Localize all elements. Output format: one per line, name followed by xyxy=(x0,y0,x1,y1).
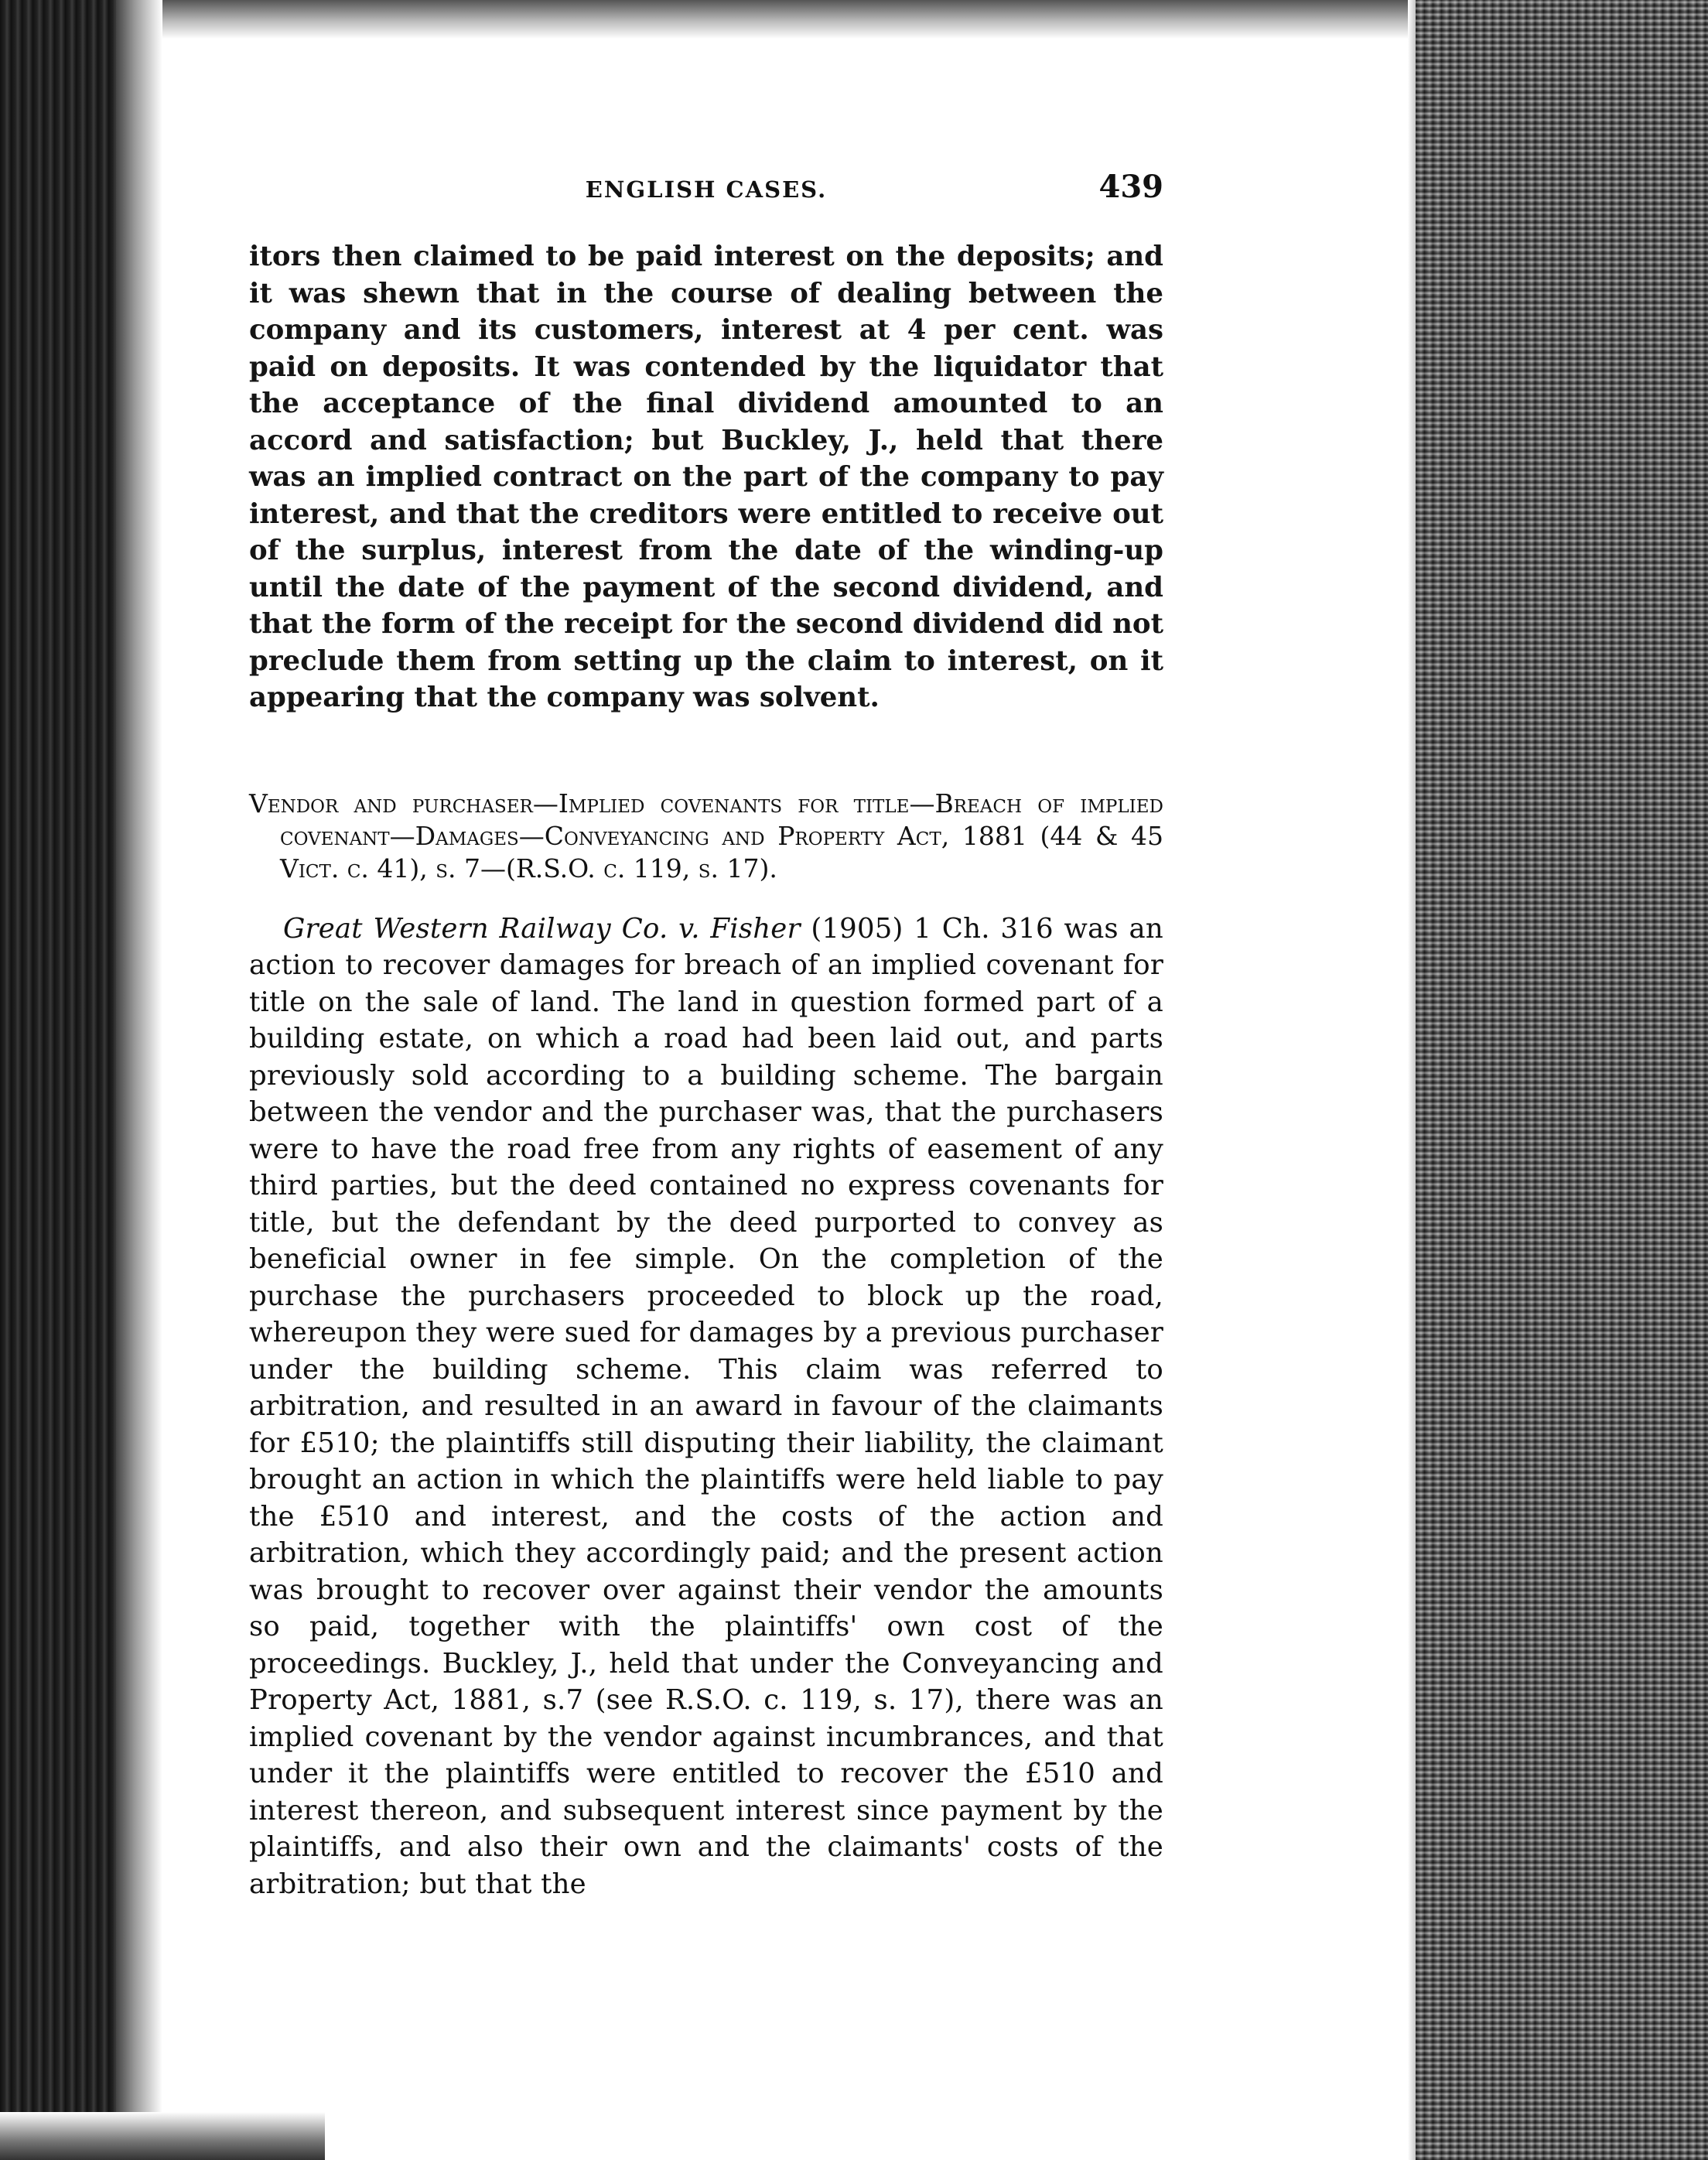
running-head: ENGLISH CASES. xyxy=(585,176,828,203)
paragraph-continued: itors then claimed to be paid interest on the deposits; and it was shewn that in the course of dealing between the company and its customers, interest at 4 per cent. was paid on deposits. It was contended by the liquidator that the acceptance of the final dividend amounted to an accord and satisfaction; but Buckley, J., held that there was an implied contract on the part of the company to pay interest, and that the creditors were entitled to receive out of the surplus, interest from the date of the winding-up until the date of the payment of the second dividend, and that the form of the receipt for the second dividend did not preclude them from setting up the claim to interest, on it appearing that the company was solvent. xyxy=(249,241,1163,713)
scan-bottom-shadow xyxy=(0,2112,325,2160)
page-header xyxy=(249,166,1163,212)
book-page xyxy=(249,166,1163,1902)
scan-left-shadow xyxy=(116,0,162,2160)
scan-left-edge xyxy=(0,0,132,2160)
case-body-text: (1905) 1 Ch. 316 was an action to recover damages for breach of an implied covenant for title on the sale of land. The land in question formed part of a building estate, on which a road had been laid out, and parts previously sold according to a building scheme. The bargain between the vendor and the purchaser was, that the purchasers were to have the road free from any rights of easement of any third parties, but the deed contained no express covenants for title, but the defendant by the deed purported to convey as beneficial owner in fee simple. On the completion of the purchase the purchasers proceeded to block up the road, whereupon they were sued for damages by a previous purchaser under the building scheme. This claim was referred to arbitration, and resulted in an award in favour of the claimants for £510; the plaintiffs still disputing their liability, the claimant brought an action in which the plaintiffs were held liable to pay the £510 and interest, and the costs of the action and arbitration, which they accordingly paid; and the present action was brought to recover over against their vendor the amounts so paid, together with the plaintiffs' own cost of the proceedings. Buckley, J., held that under the Conveyancing and Property Act, 1881, s.7 (see R.S.O. c. 119, s. 17), there was an implied covenant by the vendor against incumbrances, and that under it the plaintiffs were entitled to recover the £510 and interest thereon, and subsequent interest since payment by the plaintiffs, and also their own and the claimants' costs of the arbitration; but that the xyxy=(249,912,1163,1900)
book-edge-texture xyxy=(1416,0,1708,2160)
case-name: Great Western Railway Co. v. Fisher xyxy=(283,912,801,945)
section-heading: Vendor and purchaser—Implied covenants for title—Breach of implied covenant—Damages—Conveyancing and Property Act, 1881 (44 & 45 Vict. c. 41), s. 7—(R.S.O. c. 119, s. 17). xyxy=(249,788,1163,883)
page-number: 439 xyxy=(1098,169,1163,205)
paragraph-case xyxy=(249,911,1163,1903)
scan-top-edge xyxy=(0,0,1439,39)
